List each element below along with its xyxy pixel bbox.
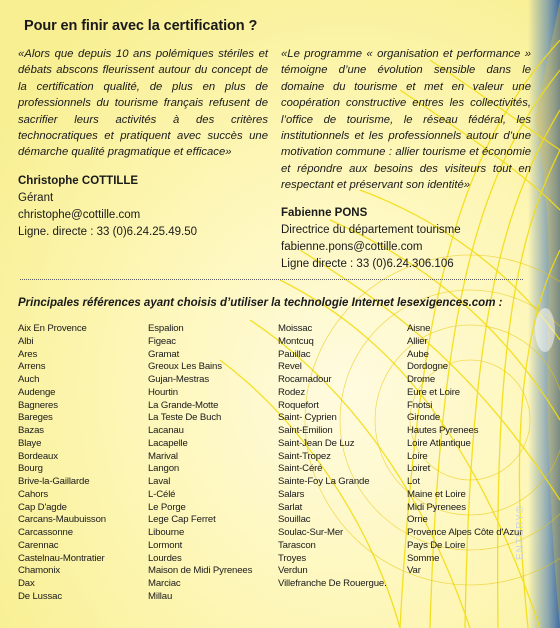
reference-item: Tarascon	[278, 539, 316, 551]
references-column-2	[148, 323, 252, 604]
reference-item: Gramat	[148, 348, 180, 360]
reference-item: Marival	[148, 450, 178, 462]
reference-item: Fnotsi	[407, 399, 433, 411]
reference-item: Provence Alpes Côte d'Azur	[407, 527, 523, 538]
reference-item: De Lussac	[18, 590, 62, 602]
testimonial-quote-1: «Alors que depuis 10 ans polémiques stériles et débats abscons fleurissent autour du concept de la certification qualité, de plus en plus de professionnels du tourisme français refusent de sacrifier leurs activités à des critères technocratiques et pratiquent avec succès une démarche qualité pragmatique et efficace»	[18, 48, 268, 159]
reference-item: Greoux Les Bains	[148, 361, 222, 373]
reference-item: Bazas	[18, 425, 44, 436]
reference-item: Lourdes	[148, 552, 182, 564]
reference-item: Hautes Pyrenees	[407, 425, 479, 436]
reference-item: Figeac	[148, 335, 176, 347]
reference-item: Aix En Provence	[18, 323, 87, 334]
reference-item: Albi	[18, 335, 34, 347]
contact-role: Gérant	[18, 192, 54, 204]
reference-item: Cahors	[18, 488, 49, 500]
references-heading: Principales références ayant choisis d’utiliser la technologie Internet lesexigences.com :	[18, 297, 503, 309]
reference-item: Espalion	[148, 323, 184, 334]
reference-item: Gujan-Mestras	[148, 374, 209, 385]
dotted-divider	[20, 279, 523, 280]
reference-item: Moissac	[278, 323, 313, 334]
reference-item: Bagneres	[18, 399, 58, 411]
reference-item: Saint-Emilion	[278, 425, 333, 436]
contact-phone: Ligne directe : 33 (0)6.24.306.106	[281, 258, 454, 270]
watermark-text: ENTURY®	[515, 504, 526, 560]
reference-item: Eure et Loire	[407, 386, 460, 398]
reference-item: Troyes	[278, 552, 307, 564]
reference-item: Villefranche De Rouergue.	[278, 578, 387, 589]
reference-item: Drome	[407, 374, 436, 385]
reference-item: Roquefort	[278, 399, 319, 411]
reference-item: Midi Pyrenees	[407, 501, 466, 513]
reference-item: Revel	[278, 361, 302, 373]
reference-item: Cap D'agde	[18, 501, 67, 513]
reference-item: Bourg	[18, 463, 43, 475]
reference-item: Chamonix	[18, 565, 60, 577]
reference-item: Langon	[148, 463, 180, 475]
reference-item: Rocamadour	[278, 374, 332, 385]
reference-item: Salars	[278, 488, 305, 500]
reference-item: Hourtin	[148, 386, 178, 398]
reference-item: Saint-Jean De Luz	[278, 437, 355, 449]
reference-item: Allier	[407, 335, 428, 347]
reference-item: Gironde	[407, 412, 441, 424]
contact-email[interactable]: fabienne.pons@cottille.com	[281, 241, 423, 253]
reference-item: Arrens	[18, 361, 46, 373]
reference-item: Laval	[148, 476, 171, 487]
reference-item: Soulac-Sur-Mer	[278, 527, 344, 538]
reference-item: Carcassonne	[18, 527, 73, 538]
contact-email[interactable]: christophe@cottille.com	[18, 209, 141, 221]
contact-card-1	[18, 173, 278, 241]
reference-item: Libourne	[148, 527, 185, 538]
reference-item: Millau	[148, 590, 173, 602]
reference-item: Marciac	[148, 578, 181, 589]
reference-item: Loire Atlantique	[407, 437, 471, 449]
reference-item: Saint-Tropez	[278, 450, 331, 462]
reference-item: Sainte-Foy La Grande	[278, 476, 370, 487]
reference-item: Var	[407, 565, 421, 577]
reference-item: Pauillac	[278, 348, 311, 360]
reference-item: Verdun	[278, 565, 308, 577]
contact-name: Christophe COTTILLE	[18, 175, 139, 187]
reference-item: Lacanau	[148, 425, 184, 436]
contact-phone: Ligne. directe : 33 (0)6.24.25.49.50	[18, 226, 198, 238]
reference-item: Montcuq	[278, 335, 314, 347]
reference-item: Dordogne	[407, 361, 448, 373]
reference-item: Sarlat	[278, 501, 303, 513]
reference-item: Dax	[18, 578, 35, 589]
reference-item: Lege Cap Ferret	[148, 514, 216, 526]
reference-item: Aisne	[407, 323, 431, 334]
references-column-4	[407, 323, 522, 578]
reference-item: Auch	[18, 374, 40, 385]
reference-item: Orne	[407, 514, 428, 526]
reference-item: Saint-Céré	[278, 463, 323, 475]
reference-item: Souillac	[278, 514, 311, 526]
reference-item: Saint- Cyprien	[278, 412, 337, 424]
contact-card-2	[281, 205, 541, 273]
reference-item: Carcans-Maubuisson	[18, 514, 106, 526]
reference-item: Lacapelle	[148, 437, 188, 449]
reference-item: Bareges	[18, 412, 53, 424]
contact-role: Directrice du département tourisme	[281, 224, 461, 236]
reference-item: Ares	[18, 348, 38, 360]
reference-item: Castelnau-Montratier	[18, 552, 105, 564]
reference-item: Aube	[407, 348, 429, 360]
reference-item: Rodez	[278, 386, 305, 398]
page-title: Pour en finir avec la certification ?	[24, 18, 258, 34]
reference-item: Carennac	[18, 539, 59, 551]
reference-item: Lormont	[148, 539, 183, 551]
reference-item: Le Porge	[148, 501, 186, 513]
reference-item: La Teste De Buch	[148, 412, 222, 424]
reference-item: Audenge	[18, 386, 56, 398]
reference-item: Loiret	[407, 463, 431, 475]
reference-item: Brive-la-Gaillarde	[18, 476, 90, 487]
references-column-1	[18, 323, 106, 604]
reference-item: Loire	[407, 450, 428, 462]
reference-item: La Grande-Motte	[148, 399, 219, 411]
reference-item: Bordeaux	[18, 450, 58, 462]
references-column-3	[278, 323, 387, 591]
testimonial-quote-2: «Le programme « organisation et performance » témoigne d’une évolution sensible dans le domaine du tourisme et met en valeur une coopération constructive entres les collectivités, l’office de tourisme, le réseau fédéral, les institutionnels et les professionnels autour d’une motivation commune : allier tourisme et économie et répondre aux besoins des visiteurs tout en respectant et préservant son identité»	[281, 48, 531, 192]
contact-name: Fabienne PONS	[281, 207, 368, 219]
reference-item: Blaye	[18, 437, 42, 449]
reference-item: Maison de Midi Pyrenees	[148, 565, 253, 577]
reference-item: L-Célé	[148, 488, 176, 500]
reference-item: Lot	[407, 476, 420, 487]
reference-item: Pays De Loire	[407, 539, 466, 551]
reference-item: Somme	[407, 552, 440, 564]
reference-item: Maine et Loire	[407, 488, 466, 500]
